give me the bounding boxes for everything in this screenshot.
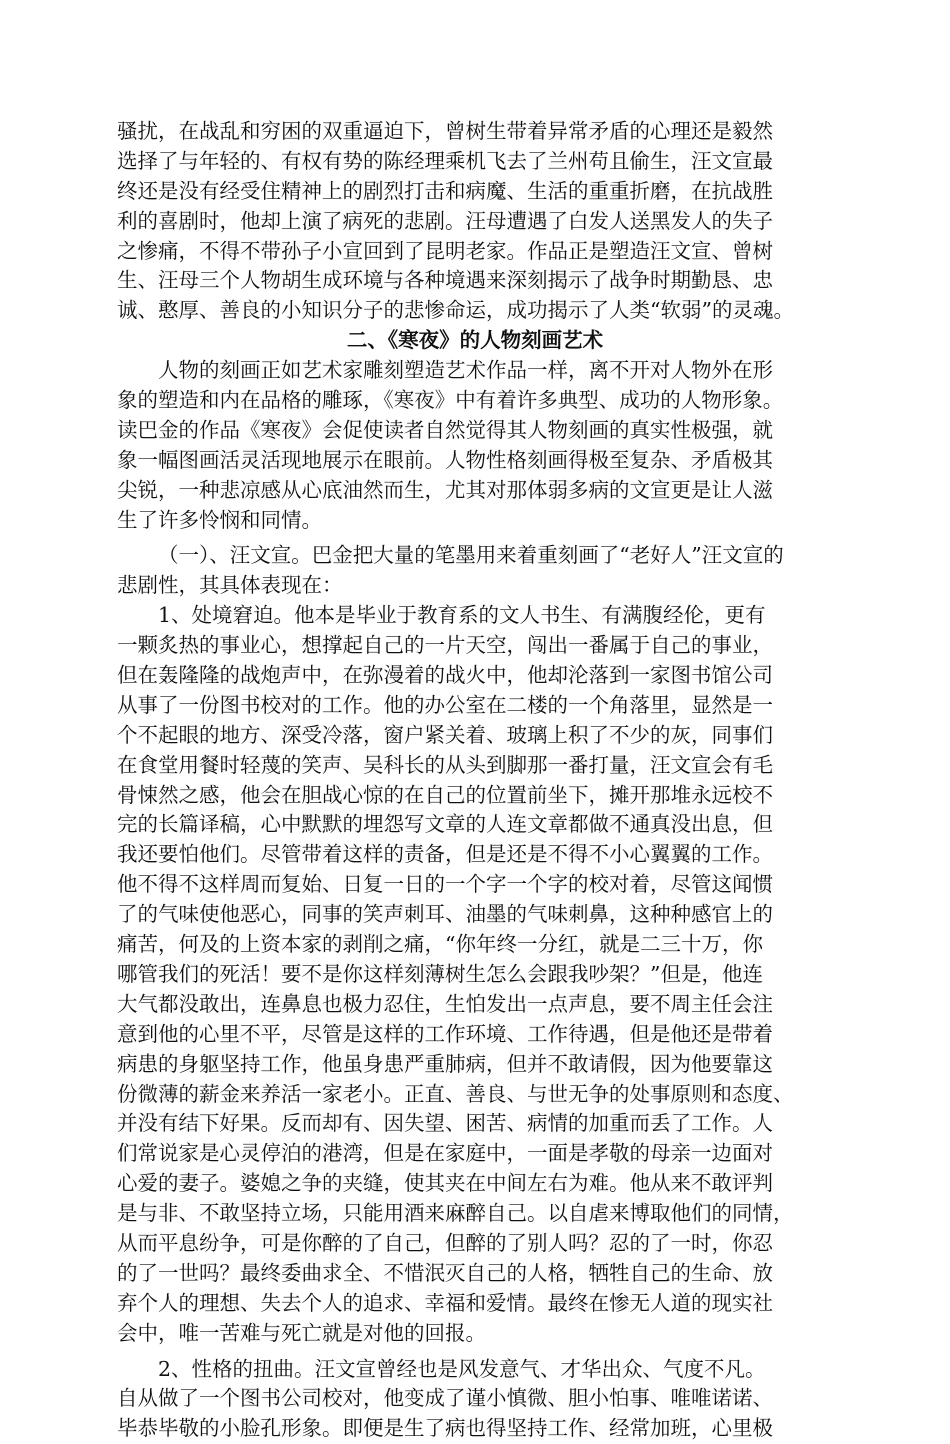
text-line: 心爱的妻子。婆媳之争的夹缝，使其夹在中间左右为难。他从来不敢评判 — [117, 1171, 773, 1196]
text-line: 病患的身躯坚持工作，他虽身患严重肺病，但并不敢请假，因为他要靠这 — [117, 1051, 773, 1076]
text-line: 诚、憨厚、善良的小知识分子的悲惨命运，成功揭示了人类“软弱”的灵魂。 — [117, 298, 794, 323]
text-line: 毕恭毕敬的小脸孔形象。即便是生了病也得坚持工作、经常加班，心里极 — [117, 1416, 773, 1441]
text-line: 的了一世吗？最终委曲求全、不惜泯灭自己的人格，牺牲自己的生命、放 — [117, 1260, 773, 1285]
text-line: 会中，唯一苦难与死亡就是对他的回报。 — [117, 1320, 486, 1345]
text-line: 弃个人的理想、失去个人的追求、幸福和爱情。最终在惨无人道的现实社 — [117, 1290, 773, 1315]
text-line: 骨悚然之感，他会在胆战心惊的在自己的位置前坐下，摊开那堆永远校不 — [117, 782, 773, 807]
paragraph-subsection-1 — [117, 541, 833, 601]
text-line: 终还是没有经受住精神上的剧烈打击和病魔、生活的重重折磨，在抗战胜 — [117, 178, 773, 203]
paragraph-continued — [117, 117, 833, 326]
paragraph-point-2 — [117, 1355, 833, 1444]
text-line: 意到他的心里不平，尽管是这样的工作环境、工作待遇，但是他还是带着 — [117, 1021, 773, 1046]
text-line: 大气都没敢出，连鼻息也极力忍住，生怕发出一点声息，要不周主任会注 — [117, 991, 773, 1016]
text-line: 2、性格的扭曲。汪文宣曾经也是风发意气、才华出众、气度不凡。 — [158, 1356, 766, 1381]
text-line: 一颗炙热的事业心，想撑起自己的一片天空，闯出一番属于自己的事业， — [117, 633, 773, 658]
text-line: （一）、汪文宣。巴金把大量的笔墨用来着重刻画了“老好人”汪文宣的 — [158, 543, 784, 568]
text-line: 从而平息纷争，可是你醉的了自己，但醉的了别人吗？忍的了一时，你忍 — [117, 1230, 773, 1255]
text-line: 象一幅图画活灵活现地展示在眼前。人物性格刻画得极至复杂、矛盾极其 — [117, 447, 773, 472]
text-line: 哪管我们的死活！要不是你这样刻薄树生怎么会跟我吵架？”但是，他连 — [117, 961, 763, 986]
document-page — [117, 117, 833, 1444]
text-line: 在食堂用餐时轻蔑的笑声、吴科长的从头到脚那一番打量，汪文宣会有毛 — [117, 752, 773, 777]
text-line: 1、处境窘迫。他本是毕业于教育系的文人书生、有满腹经伦，更有 — [158, 603, 766, 628]
text-line: 了的气味使他恶心，同事的笑声刺耳、油墨的气味刺鼻，这种种感官上的 — [117, 902, 773, 927]
text-line: 完的长篇译稿，心中默默的埋怨写文章的人连文章都做不通真没出息，但 — [117, 812, 773, 837]
text-line: 但在轰隆隆的战炮声中，在弥漫着的战火中，他却沦落到一家图书馆公司 — [117, 663, 773, 688]
text-line: 读巴金的作品《寒夜》会促使读者自然觉得其人物刻画的真实性极强，就 — [117, 417, 773, 442]
text-line: 尖锐，一种悲凉感从心底油然而生，尤其对那体弱多病的文宣更是让人滋 — [117, 477, 773, 502]
text-line: 他不得不这样周而复始、日复一日的一个字一个字的校对着，尽管这闻惯 — [117, 872, 773, 897]
text-line: 并没有结下好果。反而却有、因失望、困苦、病情的加重而丢了工作。人 — [117, 1111, 773, 1136]
text-line: 们常说家是心灵停泊的港湾，但是在家庭中，一面是孝敬的母亲一边面对 — [117, 1141, 773, 1166]
text-line: 个不起眼的地方、深受冷落，窗户紧关着、玻璃上积了不少的灰，同事们 — [117, 722, 773, 747]
text-line: 骚扰，在战乱和穷困的双重逼迫下，曾树生带着异常矛盾的心理还是毅然 — [117, 119, 773, 143]
text-line: 之惨痛，不得不带孙子小宣回到了昆明老家。作品正是塑造汪文宣、曾树 — [117, 238, 773, 263]
text-line: 痛苦，何及的上资本家的剥削之痛，“你年终一分红，就是二三十万，你 — [117, 932, 763, 957]
text-line: 人物的刻画正如艺术家雕刻塑造艺术作品一样，离不开对人物外在形 — [158, 358, 773, 383]
text-line: 自从做了一个图书公司校对，他变成了谨小慎微、胆小怕事、唯唯诺诺、 — [117, 1386, 773, 1411]
text-line: 我还要怕他们。尽管带着这样的责备，但是还是不得不小心翼翼的工作。 — [117, 842, 773, 867]
paragraph-intro — [117, 356, 833, 535]
text-line: 生了许多怜悯和同情。 — [117, 507, 322, 532]
paragraph-point-1 — [117, 601, 833, 1348]
text-line: 是与非、不敢坚持立场，只能用酒来麻醉自己。以自虐来博取他们的同情， — [117, 1201, 794, 1226]
text-line: 生、汪母三个人物胡生成环境与各种境遇来深刻揭示了战争时期勤恳、忠 — [117, 268, 773, 293]
text-line: 象的塑造和内在品格的雕琢，《寒夜》中有着许多典型、成功的人物形象。 — [117, 388, 784, 413]
text-line: 选择了与年轻的、有权有势的陈经理乘机飞去了兰州苟且偷生，汪文宣最 — [117, 148, 773, 173]
text-line: 利的喜剧时，他却上演了病死的悲剧。汪母遭遇了白发人送黑发人的失子 — [117, 208, 773, 233]
text-line: 悲剧性，其具体表现在： — [117, 573, 343, 598]
section-heading: 二、《寒夜》的人物刻画艺术 — [346, 328, 604, 353]
text-line: 份微薄的薪金来养活一家老小。正直、善良、与世无争的处事原则和态度、 — [117, 1081, 794, 1106]
text-line: 从事了一份图书校对的工作。他的办公室在二楼的一个角落里，显然是一 — [117, 692, 773, 717]
